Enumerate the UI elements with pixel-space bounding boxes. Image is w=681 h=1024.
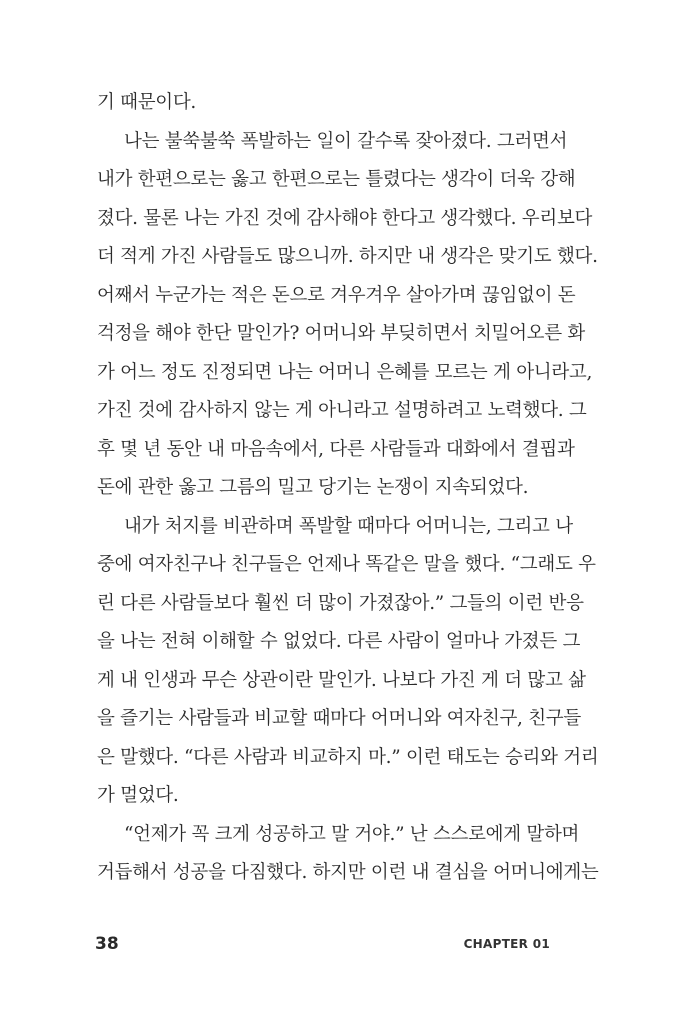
text-line: 졌다. 물론 나는 가진 것에 감사해야 한다고 생각했다. 우리보다 (97, 207, 593, 229)
text-line: 을 즐기는 사람들과 비교할 때마다 어머니와 여자친구, 친구들 (97, 708, 581, 729)
text-line: 어째서 누군가는 적은 돈으로 겨우겨우 살아가며 끊임없이 돈 (97, 284, 576, 306)
text-line: 중에 여자친구나 친구들은 언제나 똑같은 말을 했다. “그래도 우 (97, 554, 596, 575)
page-number: 38 (95, 934, 119, 954)
text-line: 돈에 관한 옳고 그름의 밀고 당기는 논쟁이 지속되었다. (97, 477, 529, 498)
text-line: 후 몇 년 동안 내 마음속에서, 다른 사람들과 대화에서 결핍과 (97, 438, 575, 460)
text-line: 거듭해서 성공을 다짐했다. 하지만 이런 내 결심을 어머니에게는 (97, 862, 599, 883)
text-line: 을 나는 전혀 이해할 수 없었다. 다른 사람이 얼마나 가졌든 그 (97, 631, 581, 652)
page-footer (95, 934, 550, 958)
text-line: 은 말했다. “다른 사람과 비교하지 마.” 이런 태도는 승리와 거리 (97, 746, 599, 768)
text-line: 걱정을 해야 한단 말인가? 어머니와 부딪히면서 치밀어오른 화 (97, 323, 585, 344)
text-line: 나는 불쑥불쑥 폭발하는 일이 갈수록 잦아졌다. 그러면서 (124, 130, 568, 152)
chapter-label: CHAPTER 01 (463, 937, 550, 951)
body-text (97, 84, 599, 893)
text-line: 가 어느 정도 진정되면 나는 어머니 은혜를 모르는 게 아니라고, (97, 361, 593, 383)
text-line: 내가 처지를 비관하며 폭발할 때마다 어머니는, 그리고 나 (124, 515, 573, 537)
text-line: 게 내 인생과 무슨 상관이란 말인가. 나보다 가진 게 더 많고 삶 (97, 669, 586, 691)
text-line: 가 멀었다. (97, 785, 179, 806)
text-line: 내가 한편으로는 옳고 한편으로는 틀렸다는 생각이 더욱 강해 (97, 169, 576, 190)
text-line: 더 적게 가진 사람들도 많으니까. 하지만 내 생각은 맞기도 했다. (97, 246, 598, 267)
text-line: 가진 것에 감사하지 않는 게 아니라고 설명하려고 노력했다. 그 (97, 400, 587, 421)
text-line: 기 때문이다. (97, 92, 197, 113)
text-line: 린 다른 사람들보다 훨씬 더 많이 가졌잖아.” 그들의 이런 반응 (97, 592, 584, 614)
text-line: “언제가 꼭 크게 성공하고 말 거야.” 난 스스로에게 말하며 (124, 823, 580, 845)
